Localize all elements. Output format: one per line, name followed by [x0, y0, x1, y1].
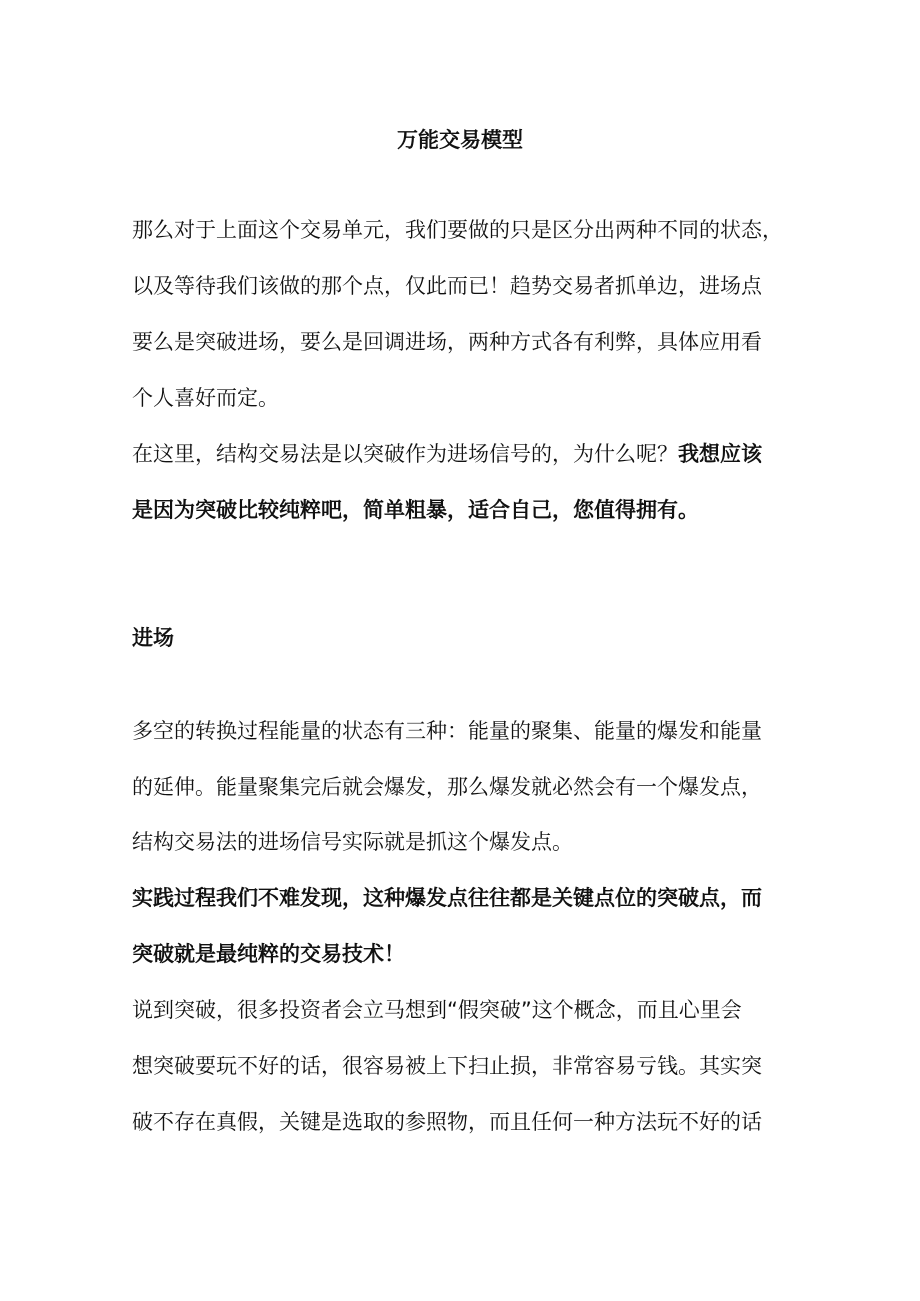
paragraph-3-line-1: 多空的转换过程能量的状态有三种：能量的聚集、能量的爆发和能量	[132, 719, 762, 743]
paragraph-3-line-2: 的延伸。能量聚集完后就会爆发，那么爆发就必然会有一个爆发点，	[132, 775, 762, 799]
paragraph-5-line-2: 想突破要玩不好的话，很容易被上下扫止损，非常容易亏钱。其实突	[132, 1054, 762, 1078]
paragraph-4-line-1: 实践过程我们不难发现，这种爆发点往往都是关键点位的突破点，而	[132, 886, 762, 910]
paragraph-2-normal-text: 在这里，结构交易法是以突破作为进场信号的，为什么呢？	[132, 442, 678, 466]
paragraph-4-line-2: 突破就是最纯粹的交易技术！	[132, 942, 405, 966]
paragraph-1-line-2: 以及等待我们该做的那个点，仅此而已！趋势交易者抓单边，进场点	[132, 274, 762, 298]
paragraph-5-line-3: 破不存在真假，关键是选取的参照物，而且任何一种方法玩不好的话	[132, 1110, 762, 1134]
paragraph-2-bold-text-start: 我想应该	[678, 442, 762, 466]
section-heading: 进场	[132, 626, 174, 650]
paragraph-1-line-1: 那么对于上面这个交易单元，我们要做的只是区分出两种不同的状态，	[132, 218, 783, 242]
paragraph-1-line-3: 要么是突破进场，要么是回调进场，两种方式各有利弊，具体应用看	[132, 330, 762, 354]
paragraph-2-line-1	[132, 438, 762, 470]
paragraph-3-line-3: 结构交易法的进场信号实际就是抓这个爆发点。	[132, 830, 573, 854]
document-title: 万能交易模型	[397, 128, 523, 152]
paragraph-2-line-2: 是因为突破比较纯粹吧，简单粗暴，适合自己，您值得拥有。	[132, 498, 699, 522]
paragraph-1-line-4: 个人喜好而定。	[132, 386, 279, 410]
paragraph-5-line-1: 说到突破，很多投资者会立马想到“假突破”这个概念，而且心里会	[132, 998, 742, 1022]
